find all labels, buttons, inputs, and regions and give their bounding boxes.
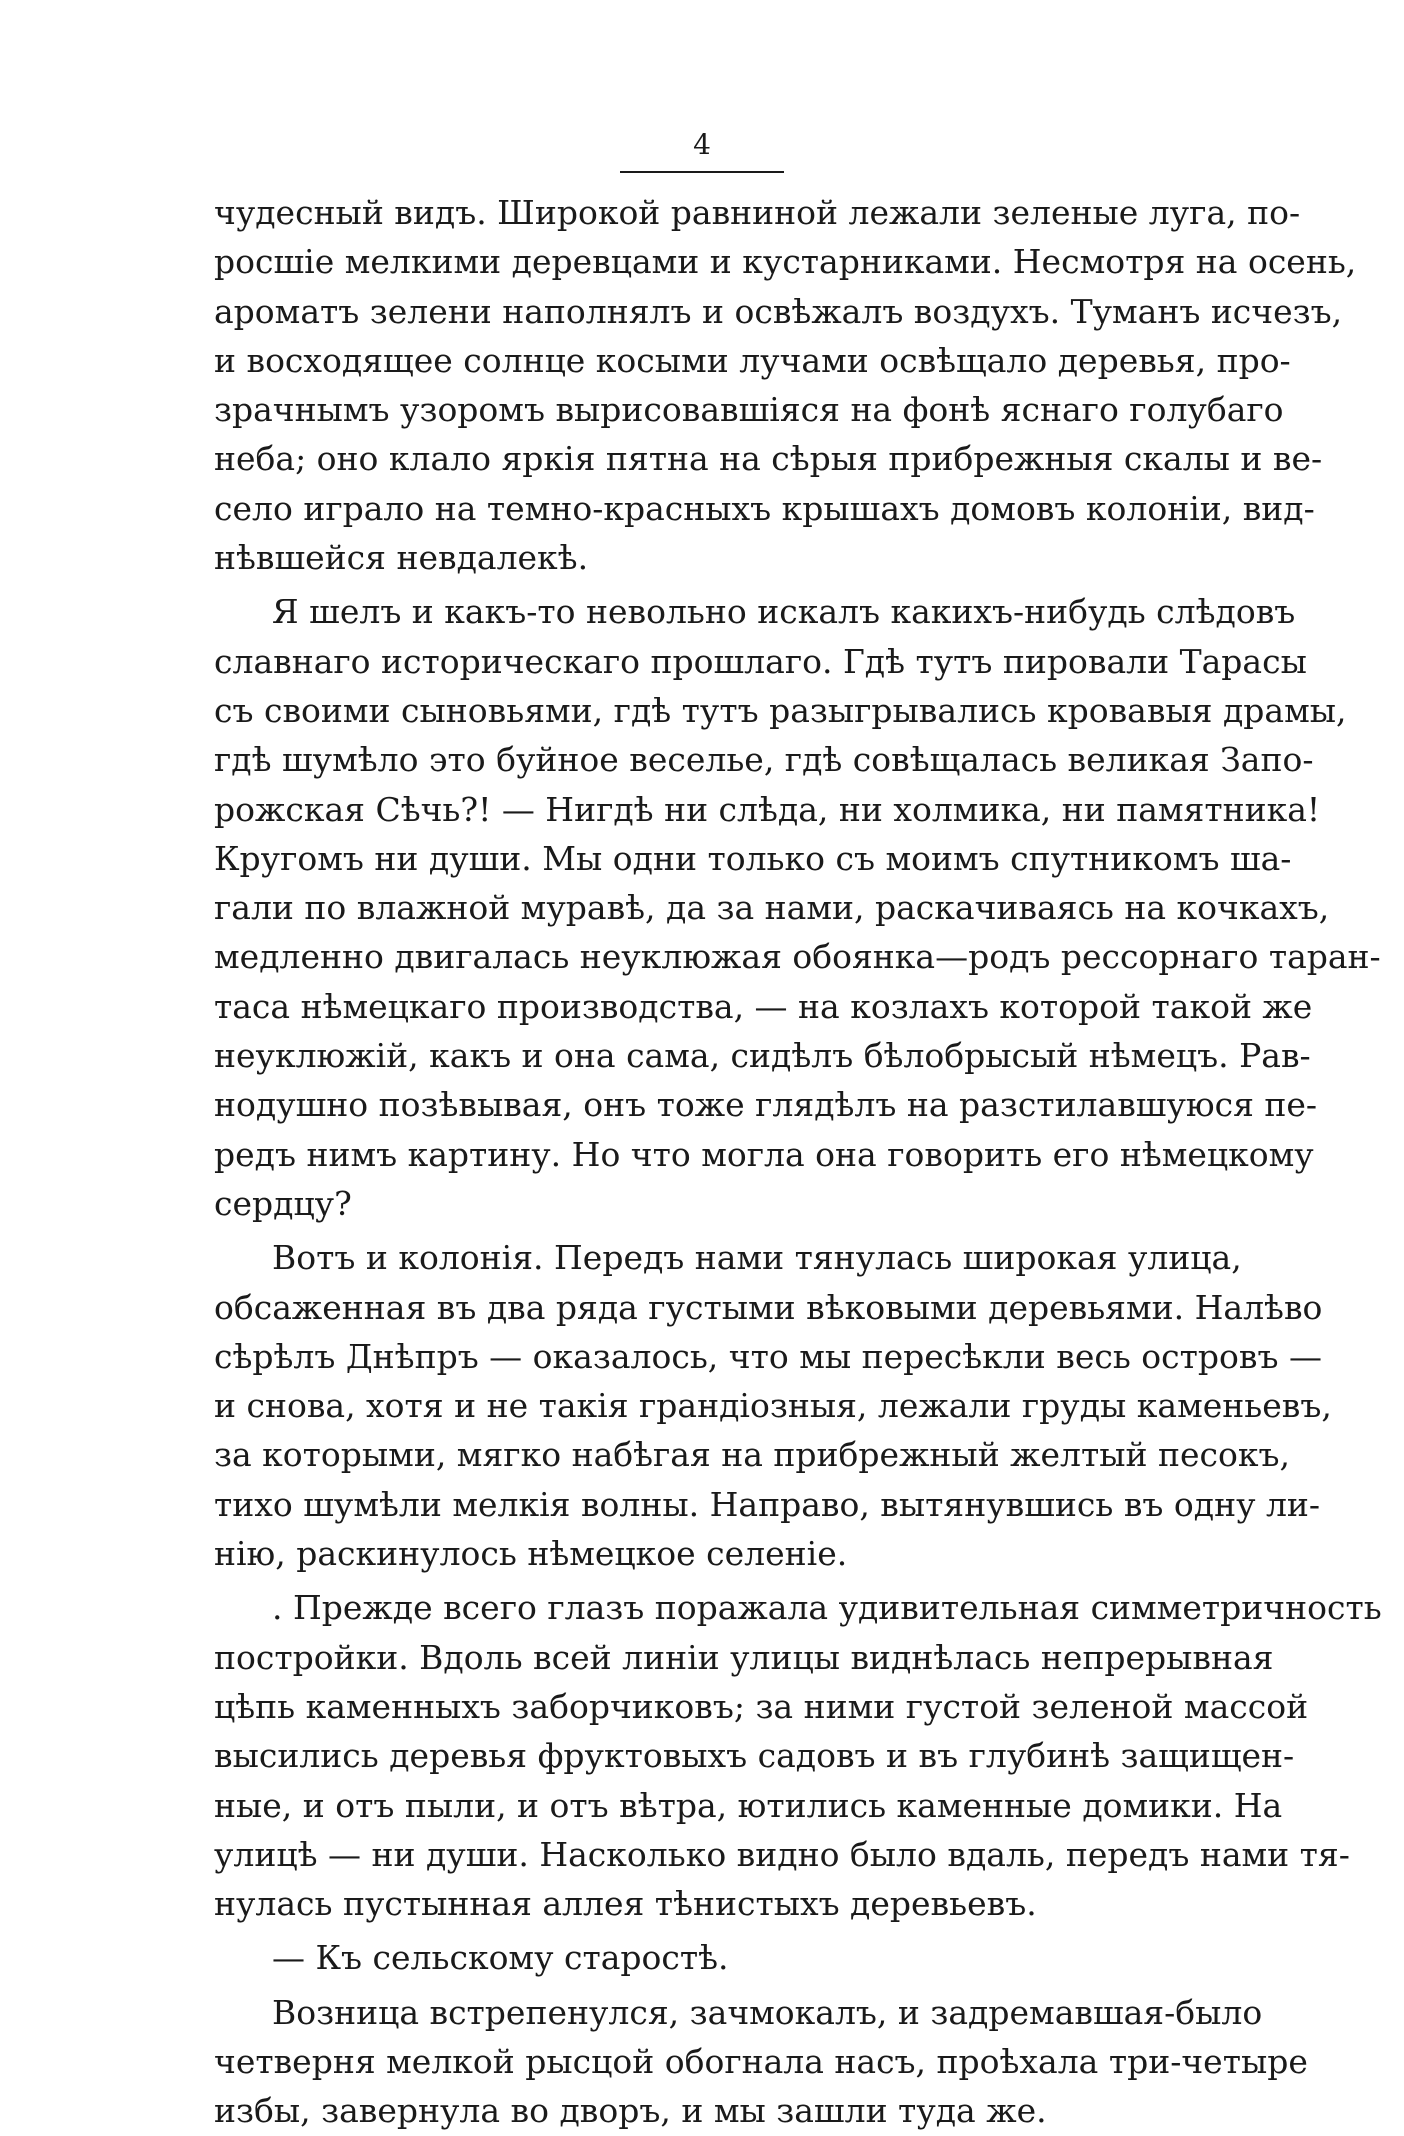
text-line: нію, раскинулось нѣмецкое селеніе. xyxy=(214,1534,848,1574)
text-line: . Прежде всего глазъ поражала удивительная симметричность xyxy=(272,1588,1382,1628)
text-line: ные, и отъ пыли, и отъ вѣтра, ютились каменные домики. На xyxy=(214,1785,1283,1825)
text-line: — Къ сельскому старостѣ. xyxy=(272,1938,729,1978)
text-line: таса нѣмецкаго производства, — на козлахъ которой такой же xyxy=(214,986,1313,1026)
text-line: сѣрѣлъ Днѣпръ — оказалось, что мы пересѣкли весь островъ — xyxy=(214,1336,1322,1376)
text-line: чудесный видъ. Широкой равниной лежали зеленые луга, по- xyxy=(214,193,1301,232)
text-line: нодушно позѣвывая, онъ тоже глядѣлъ на разстилавшуюся пе- xyxy=(214,1085,1318,1125)
text-line: нулась пустынная аллея тѣнистыхъ деревьевъ. xyxy=(214,1884,1037,1924)
text-line: и снова, хотя и не такія грандіозныя, лежали груды каменьевъ, xyxy=(214,1386,1332,1426)
text-line: обсаженная въ два ряда густыми вѣковыми деревьями. Налѣво xyxy=(214,1287,1323,1327)
text-line: Вотъ и колонія. Передъ нами тянулась широкая улица, xyxy=(272,1238,1242,1278)
paragraph-1 xyxy=(214,188,1357,582)
paragraph-4 xyxy=(214,1583,1382,1928)
text-line: Возница встрепенулся, зачмокалъ, и задремавшая-было xyxy=(272,1992,1263,2032)
page-number: 4 xyxy=(693,128,711,161)
text-line: высились деревья фруктовыхъ садовъ и въ глубинѣ защищен- xyxy=(214,1736,1295,1776)
text-line: славнаго историческаго прошлаго. Гдѣ тутъ пировали Тарасы xyxy=(214,641,1307,681)
text-line: сердцу? xyxy=(214,1183,352,1223)
text-line: редъ нимъ картину. Но что могла она говорить его нѣмецкому xyxy=(214,1134,1314,1174)
paragraph-5 xyxy=(214,1933,1194,1982)
text-line: Я шелъ и какъ-то невольно искалъ какихъ-нибудь слѣдовъ xyxy=(272,592,1296,632)
text-line: постройки. Вдоль всей линіи улицы виднѣлась непрерывная xyxy=(214,1637,1274,1677)
text-line: улицѣ — ни души. Насколько видно было вдаль, передъ нами тя- xyxy=(214,1834,1350,1874)
text-line: медленно двигалась неуклюжая обоянка—родъ рессорнаго таран- xyxy=(214,937,1381,977)
body-text xyxy=(214,188,1382,2136)
paragraph-6 xyxy=(214,1988,1308,2136)
text-line: село играло на темно-красныхъ крышахъ домовъ колоніи, вид- xyxy=(214,488,1315,528)
text-line: цѣпь каменныхъ заборчиковъ; за ними густой зеленой массой xyxy=(214,1686,1309,1726)
text-line: ароматъ зелени наполнялъ и освѣжалъ воздухъ. Туманъ исчезъ, xyxy=(214,291,1343,331)
text-line: росшіе мелкими деревцами и кустарниками. Несмотря на осень, xyxy=(214,242,1357,282)
paragraph-2 xyxy=(214,587,1381,1228)
text-line: рожская Сѣчь?! — Нигдѣ ни слѣда, ни холмика, ни памятника! xyxy=(214,789,1321,829)
text-line: избы, завернула во дворъ, и мы зашли туда же. xyxy=(214,2091,1047,2131)
text-line: неба; оно клало яркія пятна на сѣрыя прибрежныя скалы и ве- xyxy=(214,439,1323,479)
page-number-rule xyxy=(620,171,784,173)
text-line: съ своими сыновьями, гдѣ тутъ разыгрывались кровавыя драмы, xyxy=(214,690,1347,730)
text-line: нѣвшейся невдалекѣ. xyxy=(214,538,589,578)
text-line: гали по влажной муравѣ, да за нами, раскачиваясь на кочкахъ, xyxy=(214,888,1330,928)
text-line: четверня мелкой рысцой обогнала насъ, проѣхала три-четыре xyxy=(214,2041,1308,2081)
text-line: зрачнымъ узоромъ вырисовавшіяся на фонѣ яснаго голубаго xyxy=(214,390,1284,430)
text-line: неуклюжій, какъ и она сама, сидѣлъ бѣлобрысый нѣмецъ. Рав- xyxy=(214,1036,1311,1076)
paragraph-3 xyxy=(214,1233,1332,1578)
text-line: Кругомъ ни души. Мы одни только съ моимъ спутникомъ ша- xyxy=(214,838,1292,878)
text-line: и восходящее солнце косыми лучами освѣщало деревья, про- xyxy=(214,340,1291,380)
text-line: тихо шумѣли мелкія волны. Направо, вытянувшись въ одну ли- xyxy=(214,1484,1321,1524)
text-line: гдѣ шумѣло это буйное веселье, гдѣ совѣщалась великая Запо- xyxy=(214,740,1314,780)
text-line: за которыми, мягко набѣгая на прибрежный желтый песокъ, xyxy=(214,1435,1291,1475)
